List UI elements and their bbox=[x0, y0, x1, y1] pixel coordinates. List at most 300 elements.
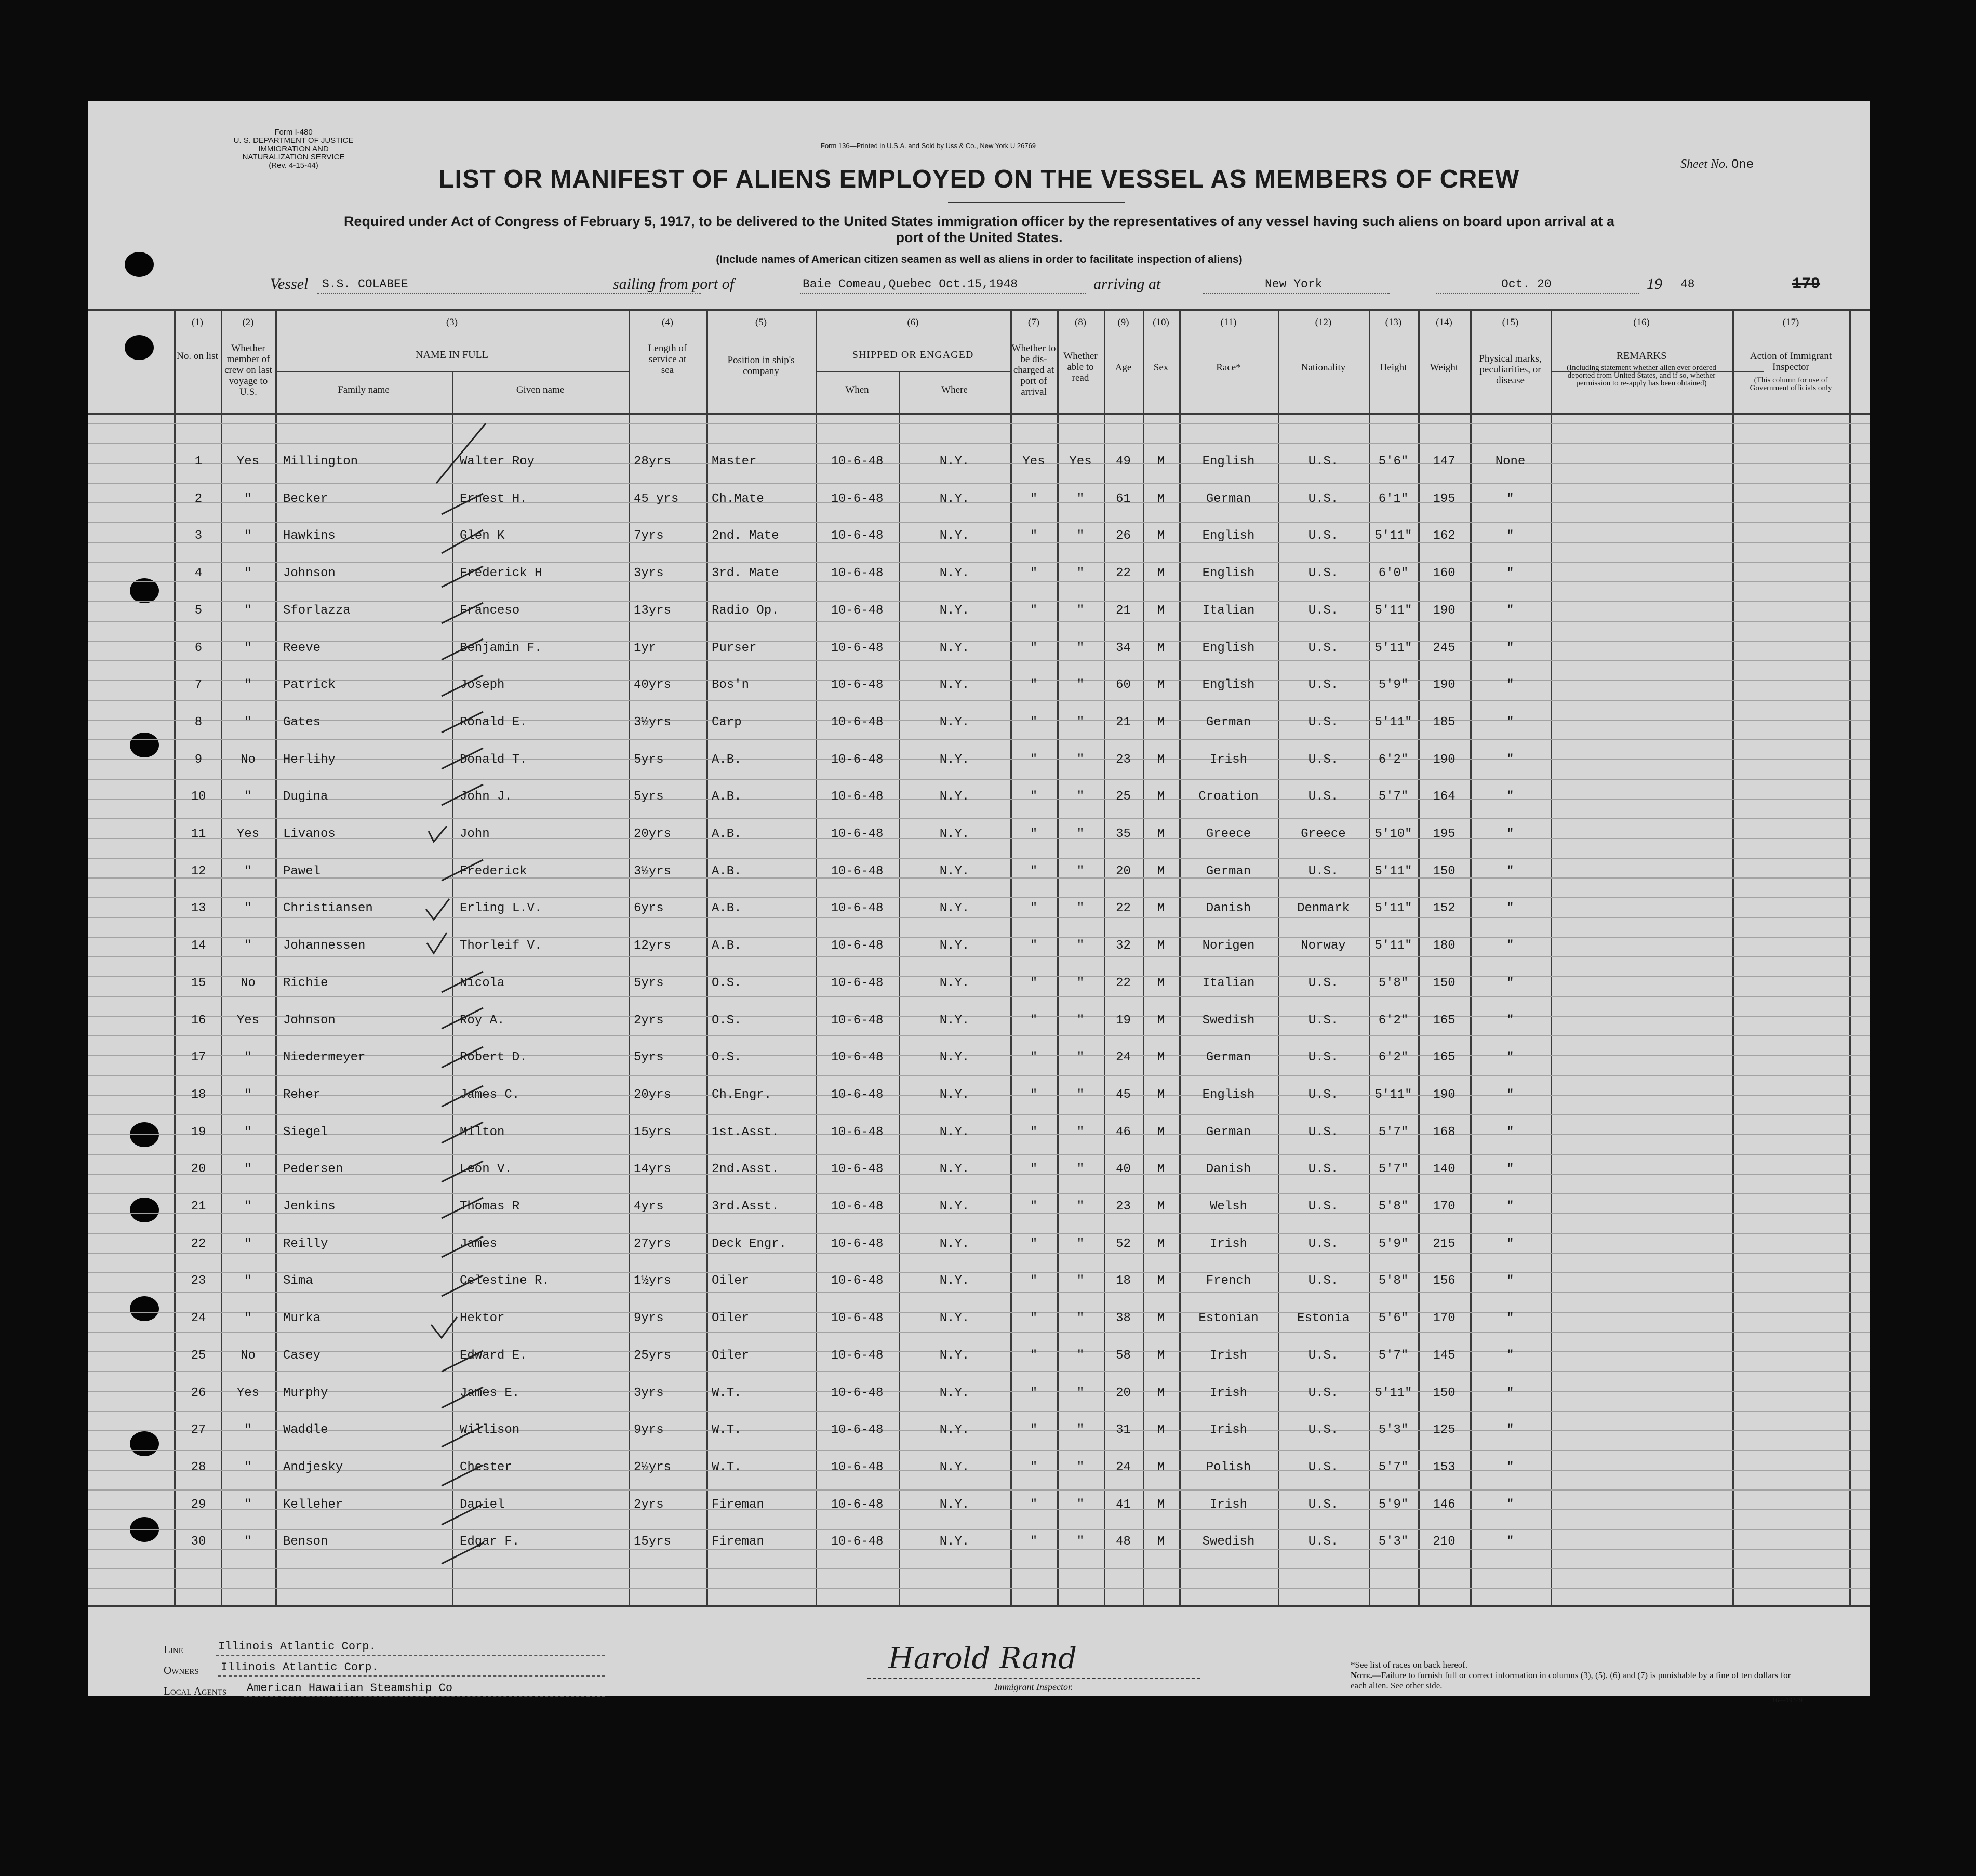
cell-weight: 190 bbox=[1433, 604, 1456, 618]
cell-able-to-read: " bbox=[1076, 1014, 1085, 1028]
cell-sex: M bbox=[1157, 604, 1165, 618]
cell-position: O.S. bbox=[712, 976, 742, 990]
cell-shipped-where: N.Y. bbox=[939, 939, 970, 953]
col-17-header: Action of Immigrant Inspector bbox=[1750, 351, 1832, 372]
col-9-number: (9) bbox=[1117, 317, 1129, 328]
cell-able-to-read: " bbox=[1076, 529, 1085, 543]
cell-race: Greece bbox=[1206, 827, 1251, 841]
col-16-number: (16) bbox=[1633, 317, 1650, 328]
cell-age: 31 bbox=[1116, 1423, 1131, 1437]
col-8-number: (8) bbox=[1074, 317, 1087, 328]
check-mark bbox=[442, 603, 483, 623]
cell-nationality: U.S. bbox=[1308, 1423, 1339, 1437]
col-5-header: Position in ship's company bbox=[727, 355, 795, 377]
cell-physical-marks: " bbox=[1506, 1237, 1514, 1251]
check-marks bbox=[426, 423, 486, 1564]
owners-label: Owners bbox=[164, 1664, 199, 1677]
cell-weight: 156 bbox=[1433, 1274, 1456, 1288]
cell-given-name: Benjamin F. bbox=[460, 641, 542, 655]
cell-race: English bbox=[1202, 455, 1255, 469]
cell-length-of-service: 28yrs bbox=[634, 455, 672, 469]
cell-height: 5'9" bbox=[1378, 1498, 1409, 1512]
cell-weight: 180 bbox=[1433, 939, 1456, 953]
cell-able-to-read: " bbox=[1076, 901, 1085, 915]
cell-discharged: " bbox=[1030, 529, 1038, 543]
cell-shipped-where: N.Y. bbox=[939, 753, 970, 767]
cell-nationality: U.S. bbox=[1308, 678, 1339, 692]
department: U. S. DEPARTMENT OF JUSTICE bbox=[233, 136, 354, 145]
cell-position: Fireman bbox=[712, 1498, 764, 1512]
cell-height: 5'11" bbox=[1374, 939, 1412, 953]
cell-length-of-service: 15yrs bbox=[634, 1125, 672, 1139]
cell-race: German bbox=[1206, 1125, 1251, 1139]
cell-age: 58 bbox=[1116, 1349, 1131, 1363]
cell-able-to-read: " bbox=[1076, 864, 1085, 879]
cell-physical-marks: " bbox=[1506, 1423, 1514, 1437]
cell-sex: M bbox=[1157, 1349, 1165, 1363]
cell-age: 45 bbox=[1116, 1088, 1131, 1102]
cell-sex: M bbox=[1157, 492, 1165, 506]
cell-discharged: " bbox=[1030, 1088, 1038, 1102]
cell-nationality: Greece bbox=[1301, 827, 1346, 841]
cell-row-number: 17 bbox=[191, 1050, 206, 1065]
cell-physical-marks: " bbox=[1506, 976, 1514, 990]
cell-length-of-service: 20yrs bbox=[634, 1088, 672, 1102]
col-16-header: REMARKS bbox=[1616, 350, 1667, 362]
cell-sex: M bbox=[1157, 901, 1165, 915]
cell-row-number: 16 bbox=[191, 1014, 206, 1028]
cell-given-name: James E. bbox=[460, 1386, 520, 1400]
cell-race: Swedish bbox=[1202, 1535, 1255, 1549]
check-mark bbox=[429, 826, 447, 842]
cell-age: 21 bbox=[1116, 604, 1131, 618]
cell-row-number: 9 bbox=[194, 753, 203, 767]
cell-age: 20 bbox=[1116, 864, 1131, 879]
cell-last-voyage: " bbox=[244, 566, 252, 580]
cell-shipped-when: 10-6-48 bbox=[831, 864, 884, 879]
cell-position: A.B. bbox=[712, 939, 742, 953]
col-1-header: No. on list bbox=[177, 351, 218, 362]
cell-weight: 245 bbox=[1433, 641, 1456, 655]
arriving-at: New York bbox=[1265, 277, 1323, 291]
cell-physical-marks: " bbox=[1506, 1386, 1514, 1400]
col-14-number: (14) bbox=[1436, 317, 1452, 328]
cell-age: 18 bbox=[1116, 1274, 1131, 1288]
cell-last-voyage: " bbox=[244, 1200, 252, 1214]
cell-shipped-when: 10-6-48 bbox=[831, 1200, 884, 1214]
cell-position: A.B. bbox=[712, 753, 742, 767]
cell-position: Radio Op. bbox=[712, 604, 779, 618]
cell-shipped-where: N.Y. bbox=[939, 901, 970, 915]
cell-able-to-read: " bbox=[1076, 790, 1085, 804]
cell-weight: 162 bbox=[1433, 529, 1456, 543]
cell-sex: M bbox=[1157, 939, 1165, 953]
cell-nationality: U.S. bbox=[1308, 1498, 1339, 1512]
cell-last-voyage: No bbox=[241, 1349, 256, 1363]
cell-family-name: Christiansen bbox=[283, 901, 373, 915]
cell-position: Carp bbox=[712, 715, 742, 729]
cell-sex: M bbox=[1157, 529, 1165, 543]
cell-length-of-service: 5yrs bbox=[634, 1050, 664, 1065]
cell-age: 38 bbox=[1116, 1311, 1131, 1325]
cell-row-number: 2 bbox=[194, 492, 203, 506]
cell-age: 22 bbox=[1116, 901, 1131, 915]
cell-able-to-read: " bbox=[1076, 678, 1085, 692]
cell-race: German bbox=[1206, 864, 1251, 879]
cell-last-voyage: No bbox=[241, 976, 256, 990]
cell-discharged: " bbox=[1030, 1014, 1038, 1028]
cell-physical-marks: " bbox=[1506, 901, 1514, 915]
cell-given-name: Nicola bbox=[460, 976, 505, 990]
cell-shipped-when: 10-6-48 bbox=[831, 1460, 884, 1474]
cell-given-name: Donald T. bbox=[460, 753, 527, 767]
cell-age: 40 bbox=[1116, 1162, 1131, 1176]
cell-sex: M bbox=[1157, 1125, 1165, 1139]
cell-length-of-service: 5yrs bbox=[634, 976, 664, 990]
cell-able-to-read: " bbox=[1076, 939, 1085, 953]
cell-race: Estonian bbox=[1198, 1311, 1259, 1325]
check-mark bbox=[442, 1387, 483, 1408]
cell-row-number: 8 bbox=[194, 715, 203, 729]
cell-shipped-where: N.Y. bbox=[939, 1274, 970, 1288]
inspector-label: Immigrant Inspector. bbox=[994, 1682, 1073, 1692]
cell-family-name: Johnson bbox=[283, 566, 336, 580]
check-mark bbox=[442, 712, 483, 733]
arriving-label: arriving at bbox=[1093, 275, 1161, 292]
cell-sex: M bbox=[1157, 827, 1165, 841]
check-mark bbox=[442, 1275, 483, 1296]
owners-rule bbox=[218, 1675, 605, 1677]
cell-discharged: " bbox=[1030, 1349, 1038, 1363]
cell-sex: M bbox=[1157, 753, 1165, 767]
cell-family-name: Siegel bbox=[283, 1125, 328, 1139]
cell-weight: 150 bbox=[1433, 1386, 1456, 1400]
cell-length-of-service: 3½yrs bbox=[634, 715, 672, 729]
cell-race: French bbox=[1206, 1274, 1251, 1288]
cell-nationality: U.S. bbox=[1308, 864, 1339, 879]
col-7-header: Whether to be dis-charged at port of arrival bbox=[1011, 343, 1056, 397]
cell-position: A.B. bbox=[712, 790, 742, 804]
cell-sex: M bbox=[1157, 1386, 1165, 1400]
cell-nationality: U.S. bbox=[1308, 1237, 1339, 1251]
cell-shipped-where: N.Y. bbox=[939, 1460, 970, 1474]
cell-given-name: James C. bbox=[460, 1088, 520, 1102]
cell-discharged: " bbox=[1030, 864, 1038, 879]
cell-discharged: " bbox=[1030, 1423, 1038, 1437]
cell-position: Ch.Engr. bbox=[712, 1088, 772, 1102]
cell-given-name: Ernest H. bbox=[460, 492, 527, 506]
cell-physical-marks: " bbox=[1506, 1535, 1514, 1549]
subtitle-line-2: port of the United States. bbox=[896, 230, 1063, 245]
cell-physical-marks: " bbox=[1506, 1349, 1514, 1363]
cell-age: 49 bbox=[1116, 455, 1131, 469]
cell-able-to-read: " bbox=[1076, 1050, 1085, 1065]
cell-length-of-service: 14yrs bbox=[634, 1162, 672, 1176]
cell-physical-marks: " bbox=[1506, 492, 1514, 506]
col-6-number: (6) bbox=[907, 317, 919, 328]
cell-physical-marks: " bbox=[1506, 1274, 1514, 1288]
cell-given-name: Ronald E. bbox=[460, 715, 527, 729]
cell-able-to-read: " bbox=[1076, 1311, 1085, 1325]
cell-family-name: Herlihy bbox=[283, 753, 336, 767]
cell-last-voyage: " bbox=[244, 1274, 252, 1288]
cell-shipped-where: N.Y. bbox=[939, 1535, 970, 1549]
cell-row-number: 6 bbox=[194, 641, 203, 655]
cell-discharged: " bbox=[1030, 901, 1038, 915]
cell-discharged: " bbox=[1030, 790, 1038, 804]
cell-given-name: Milton bbox=[460, 1125, 505, 1139]
cell-race: Welsh bbox=[1209, 1200, 1247, 1214]
cell-nationality: U.S. bbox=[1308, 529, 1339, 543]
cell-position: A.B. bbox=[712, 901, 742, 915]
arrival-year: 48 bbox=[1680, 277, 1695, 291]
cell-family-name: Niedermeyer bbox=[283, 1050, 366, 1065]
cell-position: O.S. bbox=[712, 1014, 742, 1028]
cell-shipped-when: 10-6-48 bbox=[831, 1088, 884, 1102]
cell-race: Italian bbox=[1202, 976, 1255, 990]
cell-race: Irish bbox=[1209, 753, 1247, 767]
cell-shipped-where: N.Y. bbox=[939, 1200, 970, 1214]
cell-given-name: Joseph bbox=[460, 678, 505, 692]
cell-physical-marks: " bbox=[1506, 1162, 1514, 1176]
cell-shipped-when: 10-6-48 bbox=[831, 753, 884, 767]
cell-able-to-read: " bbox=[1076, 827, 1085, 841]
cell-row-number: 18 bbox=[191, 1088, 206, 1102]
cell-given-name: Thomas R bbox=[460, 1200, 520, 1214]
cell-sex: M bbox=[1157, 864, 1165, 879]
cell-physical-marks: " bbox=[1506, 604, 1514, 618]
signature-rule bbox=[867, 1678, 1200, 1679]
cell-physical-marks: " bbox=[1506, 529, 1514, 543]
cell-last-voyage: " bbox=[244, 678, 252, 692]
cell-family-name: Murka bbox=[283, 1311, 321, 1325]
col-1-number: (1) bbox=[191, 317, 204, 328]
cell-height: 6'1" bbox=[1378, 492, 1409, 506]
cell-position: Master bbox=[712, 455, 757, 469]
cell-nationality: U.S. bbox=[1308, 1535, 1339, 1549]
cell-length-of-service: 45 yrs bbox=[634, 492, 679, 506]
col-13-number: (13) bbox=[1385, 317, 1402, 328]
col-17-number: (17) bbox=[1782, 317, 1799, 328]
cell-race: Norigen bbox=[1202, 939, 1255, 953]
cell-able-to-read: " bbox=[1076, 1423, 1085, 1437]
cell-able-to-read: " bbox=[1076, 1237, 1085, 1251]
sailing-from: Baie Comeau,Quebec Oct.15,1948 bbox=[803, 277, 1018, 291]
cell-age: 60 bbox=[1116, 678, 1131, 692]
cell-family-name: Murphy bbox=[283, 1386, 328, 1400]
cell-shipped-where: N.Y. bbox=[939, 1349, 970, 1363]
cell-shipped-where: N.Y. bbox=[939, 1237, 970, 1251]
cell-last-voyage: " bbox=[244, 1460, 252, 1474]
cell-sex: M bbox=[1157, 1274, 1165, 1288]
cell-shipped-where: N.Y. bbox=[939, 1162, 970, 1176]
cell-row-number: 30 bbox=[191, 1535, 206, 1549]
cell-given-name: Hektor bbox=[460, 1311, 505, 1325]
check-mark bbox=[442, 1236, 483, 1257]
line-value: Illinois Atlantic Corp. bbox=[218, 1640, 376, 1653]
cell-sex: M bbox=[1157, 1311, 1165, 1325]
cell-age: 20 bbox=[1116, 1386, 1131, 1400]
cell-height: 5'8" bbox=[1378, 976, 1409, 990]
check-mark bbox=[442, 1543, 483, 1564]
cell-shipped-where: N.Y. bbox=[939, 1125, 970, 1139]
cell-length-of-service: 15yrs bbox=[634, 1535, 672, 1549]
cell-given-name: Celestine R. bbox=[460, 1274, 550, 1288]
cell-height: 5'9" bbox=[1378, 678, 1409, 692]
cell-sex: M bbox=[1157, 455, 1165, 469]
cell-position: Oiler bbox=[712, 1311, 750, 1325]
cell-able-to-read: " bbox=[1076, 1535, 1085, 1549]
cell-row-number: 25 bbox=[191, 1349, 206, 1363]
cell-nationality: U.S. bbox=[1308, 715, 1339, 729]
cell-height: 6'2" bbox=[1378, 753, 1409, 767]
cell-family-name: Becker bbox=[283, 492, 328, 506]
cell-family-name: Patrick bbox=[283, 678, 336, 692]
check-mark bbox=[431, 1317, 457, 1338]
cell-nationality: U.S. bbox=[1308, 1200, 1339, 1214]
cell-race: English bbox=[1202, 678, 1255, 692]
check-mark bbox=[442, 748, 483, 769]
cell-weight: 165 bbox=[1433, 1014, 1456, 1028]
cell-length-of-service: 5yrs bbox=[634, 753, 664, 767]
cell-length-of-service: 4yrs bbox=[634, 1200, 664, 1214]
cell-nationality: U.S. bbox=[1308, 1460, 1339, 1474]
cell-family-name: Sforlazza bbox=[283, 604, 351, 618]
cell-race: Swedish bbox=[1202, 1014, 1255, 1028]
cell-height: 5'7" bbox=[1378, 1125, 1409, 1139]
cell-discharged: " bbox=[1030, 1162, 1038, 1176]
cell-shipped-where: N.Y. bbox=[939, 790, 970, 804]
cell-length-of-service: 3½yrs bbox=[634, 864, 672, 879]
cell-nationality: U.S. bbox=[1308, 1014, 1339, 1028]
cell-shipped-where: N.Y. bbox=[939, 641, 970, 655]
cell-able-to-read: " bbox=[1076, 1349, 1085, 1363]
cell-discharged: " bbox=[1030, 1535, 1038, 1549]
cell-discharged: " bbox=[1030, 604, 1038, 618]
cell-height: 5'7" bbox=[1378, 790, 1409, 804]
cell-age: 48 bbox=[1116, 1535, 1131, 1549]
cell-length-of-service: 1yr bbox=[634, 641, 657, 655]
cell-given-name: Franceso bbox=[460, 604, 520, 618]
note-label: Note. bbox=[1351, 1670, 1372, 1680]
cell-family-name: Reilly bbox=[283, 1237, 328, 1251]
cell-height: 6'2" bbox=[1378, 1014, 1409, 1028]
cell-sex: M bbox=[1157, 566, 1165, 580]
cell-length-of-service: 2yrs bbox=[634, 1014, 664, 1028]
cell-row-number: 27 bbox=[191, 1423, 206, 1437]
cell-weight: 125 bbox=[1433, 1423, 1456, 1437]
cell-shipped-where: N.Y. bbox=[939, 1498, 970, 1512]
check-mark bbox=[442, 1122, 483, 1143]
cell-weight: 150 bbox=[1433, 864, 1456, 879]
cell-shipped-where: N.Y. bbox=[939, 529, 970, 543]
col-11-header: Race* bbox=[1216, 362, 1241, 373]
cell-height: 5'7" bbox=[1378, 1162, 1409, 1176]
cell-nationality: U.S. bbox=[1308, 492, 1339, 506]
cell-nationality: U.S. bbox=[1308, 604, 1339, 618]
cell-sex: M bbox=[1157, 641, 1165, 655]
note-line bbox=[1351, 1670, 1803, 1691]
cell-last-voyage: " bbox=[244, 1088, 252, 1102]
service: IMMIGRATION AND NATURALIZATION SERVICE bbox=[242, 144, 345, 162]
cell-last-voyage: " bbox=[244, 939, 252, 953]
check-mark bbox=[427, 933, 447, 953]
col-15-number: (15) bbox=[1502, 317, 1519, 328]
cell-length-of-service: 9yrs bbox=[634, 1423, 664, 1437]
cell-last-voyage: Yes bbox=[236, 455, 260, 469]
cell-race: Polish bbox=[1206, 1460, 1251, 1474]
cell-row-number: 14 bbox=[191, 939, 206, 953]
sailing-label: sailing from port of bbox=[613, 275, 735, 292]
line-rule bbox=[216, 1655, 605, 1656]
vessel-label: Vessel bbox=[270, 275, 309, 292]
cell-last-voyage: No bbox=[241, 753, 256, 767]
cell-position: Fireman bbox=[712, 1535, 764, 1549]
cell-position: 2nd.Asst. bbox=[712, 1162, 779, 1176]
col-7-number: (7) bbox=[1027, 317, 1040, 328]
col-3-header: NAME IN FULL bbox=[416, 349, 488, 361]
check-mark bbox=[442, 1465, 483, 1486]
cell-height: 5'7" bbox=[1378, 1460, 1409, 1474]
cell-physical-marks: " bbox=[1506, 753, 1514, 767]
cell-weight: 190 bbox=[1433, 1088, 1456, 1102]
cell-age: 41 bbox=[1116, 1498, 1131, 1512]
cell-family-name: Hawkins bbox=[283, 529, 336, 543]
col-16-subheader: (Including statement whether alien ever ordered deported from United States, and if so, whether permission to re-apply has been obtained) bbox=[1567, 364, 1716, 388]
cell-sex: M bbox=[1157, 1460, 1165, 1474]
cell-nationality: U.S. bbox=[1308, 1050, 1339, 1065]
cell-able-to-read: " bbox=[1076, 1200, 1085, 1214]
cell-height: 5'8" bbox=[1378, 1200, 1409, 1214]
cell-position: 3rd. Mate bbox=[712, 566, 779, 580]
check-mark bbox=[436, 423, 486, 483]
cell-sex: M bbox=[1157, 1535, 1165, 1549]
cell-weight: 195 bbox=[1433, 492, 1456, 506]
cell-family-name: Reeve bbox=[283, 641, 321, 655]
col-6-where-header: Where bbox=[941, 384, 968, 395]
cell-able-to-read: " bbox=[1076, 1460, 1085, 1474]
cell-sex: M bbox=[1157, 715, 1165, 729]
cell-shipped-when: 10-6-48 bbox=[831, 529, 884, 543]
subtitle-line-1: Required under Act of Congress of February 5, 1917, to be delivered to the United States immigration officer by the representatives of any vessel having such aliens on board upon arrival at a bbox=[343, 214, 1615, 229]
cell-nationality: Denmark bbox=[1297, 901, 1350, 915]
cell-discharged: " bbox=[1030, 1460, 1038, 1474]
cell-position: A.B. bbox=[712, 864, 742, 879]
cell-length-of-service: 1½yrs bbox=[634, 1274, 672, 1288]
cell-given-name: Erling L.V. bbox=[460, 901, 542, 915]
cell-height: 5'11" bbox=[1374, 715, 1412, 729]
col-3-number: (3) bbox=[446, 317, 458, 328]
cell-nationality: U.S. bbox=[1308, 641, 1339, 655]
check-mark bbox=[426, 899, 449, 920]
cell-able-to-read: " bbox=[1076, 1125, 1085, 1139]
cell-length-of-service: 2yrs bbox=[634, 1498, 664, 1512]
cell-shipped-when: 10-6-48 bbox=[831, 1014, 884, 1028]
col-4-number: (4) bbox=[661, 317, 674, 328]
col-11-number: (11) bbox=[1220, 317, 1237, 328]
col-8-header: Whether able to read bbox=[1063, 351, 1098, 383]
cell-able-to-read: " bbox=[1076, 641, 1085, 655]
cell-row-number: 7 bbox=[194, 678, 203, 692]
cell-shipped-where: N.Y. bbox=[939, 566, 970, 580]
cell-discharged: " bbox=[1030, 1498, 1038, 1512]
cell-given-name: Frederick bbox=[460, 864, 527, 879]
cell-row-number: 5 bbox=[194, 604, 203, 618]
agents-label: Local Agents bbox=[164, 1685, 227, 1697]
cell-height: 5'11" bbox=[1374, 604, 1412, 618]
cell-shipped-where: N.Y. bbox=[939, 1014, 970, 1028]
cell-sex: M bbox=[1157, 976, 1165, 990]
